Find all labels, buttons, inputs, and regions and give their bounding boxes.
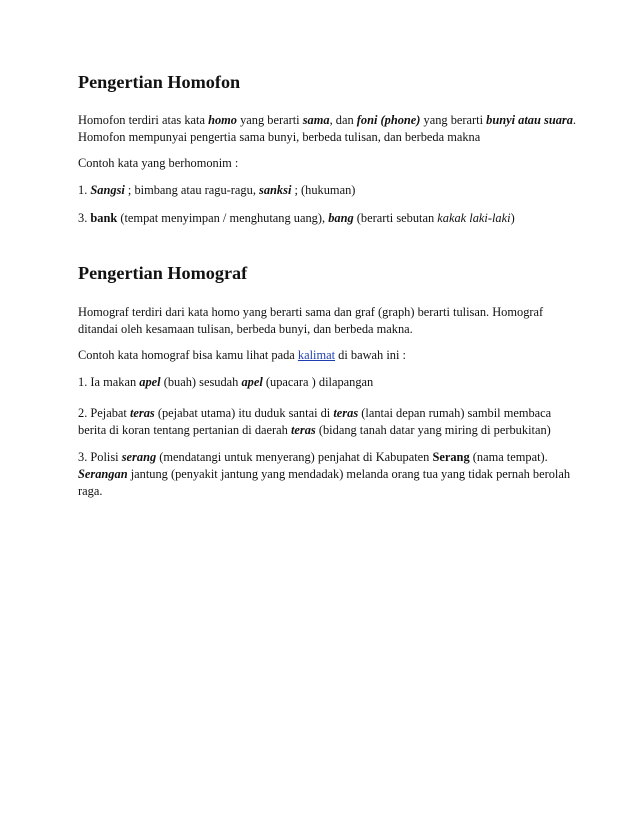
term-foni: foni (phone) [356, 113, 421, 127]
heading-homograf: Pengertian Homograf [78, 263, 248, 283]
term-bunyi-atau-suara: bunyi atau suara [486, 113, 573, 127]
homofon-definition: Homofon terdiri atas kata homo yang berarti sama, dan foni (phone) yang berarti bunyi atau suara. Homofon mempunyai pengertia sama bunyi, berbeda tulisan, dan berbeda makna [78, 113, 577, 144]
homofon-example-3: 3. bank (tempat menyimpan / menghutang uang), bang (berarti sebutan kakak laki-laki) [78, 211, 515, 225]
word-bang: bang [328, 211, 354, 225]
homograf-example-3: 3. Polisi serang (mendatangi untuk menyerang) penjahat di Kabupaten Serang (nama tempat). Serangan jantung (penyakit jantung yang mendadak) melanda orang tua yang tidak pernah berolah raga. [78, 450, 571, 498]
word-kakak-laki-laki: kakak laki-laki [437, 211, 511, 225]
homograf-contoh-intro: Contoh kata homograf bisa kamu lihat pada kalimat di bawah ini : [78, 348, 406, 362]
homograf-definition: Homograf terdiri dari kata homo yang berarti sama dan graf (graph) berarti tulisan. Homograf ditandai oleh kesamaan tulisan, berbeda bunyi, dan berbeda makna. [78, 305, 544, 336]
word-apel-upacara: apel [241, 375, 263, 389]
word-teras-3: teras [290, 423, 316, 437]
word-teras-2: teras [333, 406, 359, 420]
term-homo: homo [208, 113, 237, 127]
word-sangsi: Sangsi [90, 183, 125, 197]
word-apel-buah: apel [139, 375, 161, 389]
homofon-contoh-intro: Contoh kata yang berhomonim : [78, 156, 239, 170]
homograf-example-2: 2. Pejabat teras (pejabat utama) itu duduk santai di teras (lantai depan rumah) sambil membaca berita di koran tentang pertanian di daerah teras (bidang tanah datar yang miring di perbukitan) [78, 406, 552, 437]
homograf-example-1: 1. Ia makan apel (buah) sesudah apel (upacara ) dilapangan [78, 375, 374, 389]
term-sama: sama [302, 113, 330, 127]
link-kalimat[interactable]: kalimat [297, 348, 336, 362]
word-serangan: Serangan [78, 467, 128, 481]
word-bank: bank [90, 211, 118, 225]
word-serang-place: Serang [432, 450, 470, 464]
heading-homofon: Pengertian Homofon [78, 72, 241, 92]
word-serang: serang [121, 450, 157, 464]
word-sanksi: sanksi [259, 183, 292, 197]
word-teras-1: teras [129, 406, 155, 420]
homofon-example-1: 1. Sangsi ; bimbang atau ragu-ragu, sanksi ; (hukuman) [78, 183, 356, 197]
